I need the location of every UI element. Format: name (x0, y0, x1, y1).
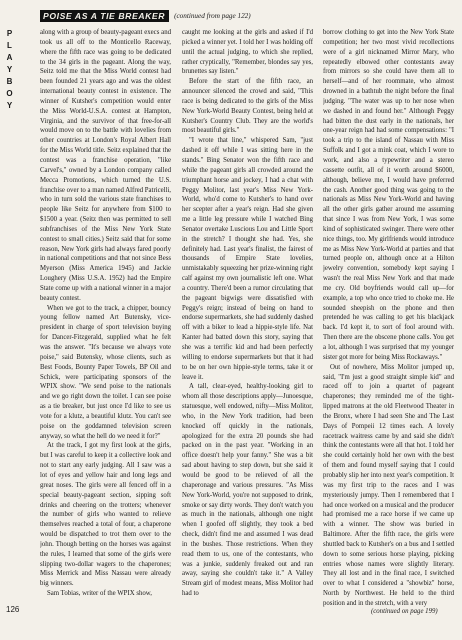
article-title: POISE AS A TIE BREAKER (40, 10, 169, 22)
continued-from-note: (continued from page 122) (174, 12, 251, 20)
paragraph: Sam Tobias, writer of the WPIX show, (47, 590, 152, 598)
text-column-2 (182, 28, 313, 616)
page-number: 126 (6, 605, 20, 614)
paragraph: caught me looking at the girls and asked if I'd picked a winner yet. I told her I was holding off until the actual judging, to which she replied, rather cryptically, "Remember, blondes say yes, brunettes say listen." (182, 29, 313, 76)
paragraph: A tall, clear-eyed, healthy-looking girl to whom all those descriptions apply—Junoesque, statuesque, well endowed, nifty—Miss Molitor, who, in the New York tradition, had been knocked off quickly in the nationals, apologized for the extra 20 pounds she had packed on in the past year. "Working in an office doesn't help your fanny." She was a bit sad about having to step down, but she said it would be good to be relieved of all the chaperonage and various pressures. "As Miss New York-World, you're not supposed to drink, smoke or say dirty words. They don't watch you as much in the nationals, although one night when I goofed off slightly, they took a bed check, didn't find me and assumed I was dead in the bushes. Those restrictions. When they read them to us, one of the contestants, who was a junkie, suddenly freaked out and ran away, saying she couldn't take it." A Valley Stream girl of modest means, Miss Molitor had had to (182, 383, 313, 598)
paragraph: When we got to the track, a chipper, bouncy young fellow named Art Butensky, vice-president in charge of sport television buying for Dancer-Fitzgerald, supplied what he felt was the answer. "It's because we always vote poise," said Butensky, whose clients, such as Best Foods, Bounty Paper Towels, BP Oil and Schick, were participating sponsors of the WPIX show. "We send poise to the nationals and we go right down the toilet. I can see poise as a tie breaker, but just once I'd like to see us vote for a klutz, a beautiful klutz. You can't see poise on the goddamned television screen anyway, so what the hell do we need it for?" (40, 304, 171, 440)
paragraph: along with a group of beauty-pageant execs and took us all off to the Monticello Raceway, where the fifth race was going to be dedicated to the 34 girls in the pageant. Along the way, Seitz told me that the Miss World contest had been founded 21 years ago and was the oldest international beauty contest in existence. The winner of Kutsher's competition would enter the Miss World-U.S.A. contest at Hampton, Virginia, and the survivor of that free-for-all would move on to the battle with lovelies from other countries at London's Royal Albert Hall for the Miss World title. Seitz explained that the contest was a franchise operation, "like Carvel's," owned by a London company called Mecca Promotions, which turned the U.S. franchise over to a man named Alfred Patricelli, who in turn sold the various state franchises to people like Seitz for anywhere from $100 to $1500 a year. (Seitz then was permitted to sell subfranchises of the Miss New York State contest to small cities.) Seitz said that for some reason, New York girls had always fared poorly in national competitions and that not since Bess Myerson (Miss America 1945) and Jackie Loughery (Miss U.S.A. 1952) had the Empire State come up with a national winner in a major beauty contest. (40, 29, 171, 302)
text-column-3 (323, 28, 454, 616)
paragraph: Before the start of the fifth race, an announcer silenced the crowd and said, "This race is being dedicated to the girls of the Miss New York-World Beauty Contest, being held at Kutsher's Country Club. They are the world's most beautiful girls." (182, 78, 313, 135)
continued-on-note: (continued on page 199) (371, 608, 438, 615)
article-header (40, 9, 251, 23)
text-column-1 (40, 28, 171, 616)
paragraph: "I wrote that line," whispered Sam, "just dashed it off while I was sitting here in the stands." Bing Senator won the fifth race and while the pageant girls all crowded around the triumphant horse and jockey, I had a chat with Peggy Molitor, last year's Miss New York-World, who'd come to Kutsher's to hand over her scepter after a year's reign. Had she given me a little leg pressure while I watched Bing Senator overtake Luscious Lou and Little Sport in the stretch? I thought she had. Yes, she definitely had. Last year's finalist, the fairest of thousands of Empire State lovelies, unmistakably squeezing her prize-winning right calf against my own journalistic left one. What a country. There'd been a rumor circulating that the pageant bigwigs were dissatisfied with Peggy's reign; instead of being on hand to endorse supermarkets, she had suddenly dashed off with a biker to lead a hippie-style life. Nat Kanter had batted down this story, saying that she was a terrific kid and had been perfectly willing to endorse supermarkets but that it had to be on her own hippie-style terms, take it or leave it. (182, 137, 313, 381)
paragraph: borrow clothing to get into the New York State competition; her two most vivid recollections were of a girl nicknamed Mirror Mary, who repeatedly elbowed other contestants away from mirrors so she could have them all to herself—and of her roommate, who almost drowned in a bathtub the night before the final judging. "The water was up to her nose when we dashed in and found her." Although Peggy had bitten the dust early in the nationals, her one-year reign had had some compensations: "I took a trip to the island of Nassau with Miss Suffolk and I got a mink coat, which I wore to work, and also a typewriter and a stereo cassette outfit, all of it worth around $6000, although, believe me, I would have preferred the cash. Another good thing was going to the nationals as Miss New York-World and having all the other girls gather around me assuming that since I was from New York, I was some kind of sophisticated swinger. There were other nice things, too. My girlfriends would introduce me as Miss New York-World at parties and that turned people on, although once at a Hilton jewelry convention, somebody kept saying I wasn't the real Miss New York and that made me cry. Old boyfriends would call up—for example, a top who once tried to choke me. He sounded sheepish on the phone and then pretended he was calling to get his blackjack back. I'd kept it, to sort of fool around with. Then there are the obscene phone calls. You get a lot, although I was surprised that my younger sister got more for being Miss Rockaways." (323, 29, 454, 361)
magazine-name-vertical: P L A Y B O Y (6, 29, 14, 110)
paragraph: Out of nowhere, Miss Molitor jumped up, said, "I'm just a good straight simple kid" and raced off to join a quartet of pageant chaperones; they reminded me of the tight-lipped matrons at the old Fleetwood Theater in the Bronx, where I had seen She and The Last Days of Pompeii 12 times each. A lovely racetrack waitress came by and said she didn't think the contestants were all that hot. I told her she could certainly hold her own with the best of them and found myself saying that I could probably slip her into next year's competition. It was my first trip to the races and I was mysteriously jumpy. Then I remembered that I had once worked on a musical and the producer had promised me a race horse if we came up with a winner. The show was buried in Baltimore. After the fifth race, the girls were shuttled back to Kutsher's on a bus and I settled down to some serious horse playing, picking entries whose names were slightly literary. They all lost and in the final race, I switched over to what I considered a "showbiz" horse, North by Northwest. He held to the third position and in the stretch, with a very (323, 363, 454, 607)
paragraph: At the track, I got my first look at the girls, but I was careful to keep it a collective look and not to start any early judging. All I saw was a lot of eyes and yellow hair and long legs and great noses. The girls were all fenced off in a special beauty-pageant section, sipping soft drinks and cheering on the trotters; whenever the number of girls who wanted to relieve themselves reached a total of four, a chaperone would be dispatched to trot them over to the john. Though betting on the horses was against the rules, I learned that some of the girls were slipping two-dollar wagers to the chaperones; Miss Merrick and Miss Nassau were already big winners. (40, 442, 171, 588)
